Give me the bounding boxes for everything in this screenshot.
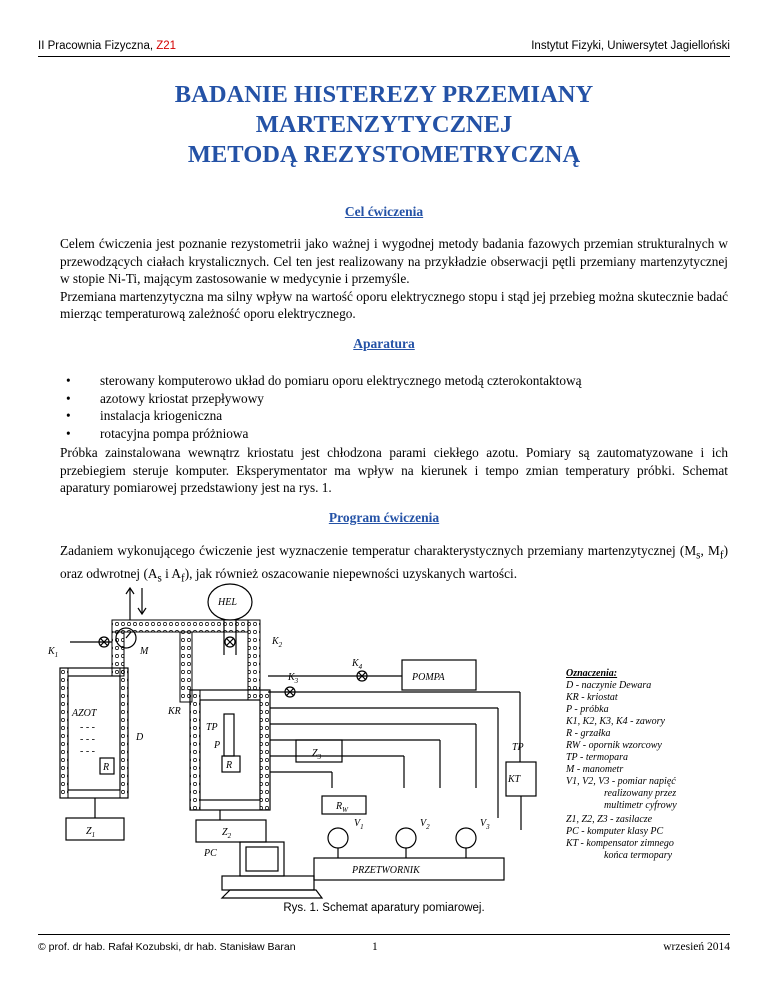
svg-text:R: R [226,760,233,771]
svg-text:V1: $V_1$ [354,818,364,831]
svg-text:RW: $R_W$ [336,801,348,814]
list-item: • instalacja kriogeniczna [60,407,700,425]
header-code: Z21 [156,40,177,52]
svg-text:K1: $K_1$ [48,646,59,659]
dewar-outer [60,668,128,798]
svg-text:M: M [140,646,149,657]
svg-text:Z1: $Z_1$ [86,826,96,839]
svg-text:POMPA: POMPA [412,672,445,683]
pc-keyboard [222,890,322,898]
section-heading-apparatus: Aparatura [353,336,415,351]
svg-text:V3: $V_3$ [480,818,490,831]
goal-paragraph-1: Celem ćwiczenia jest poznanie rezystometrii jako ważnej i wygodnej metody badania fazowych przemian strukturalnych w przewodzących ciałach krystalicznych. Cel ten jest realizowany na przykładzie obserwacji pętli przemiany martenzytycznej w stopie Ni-Ti, mającym zastosowanie w medycynie i przemyśle. [60,236,728,286]
svg-text:D - naczynie Dewara: D - naczynie Dewara [566,680,652,691]
page-header [38,40,730,57]
svg-text:R: R [103,762,110,773]
apparatus-text: Próbka zainstalowana wewnątrz kriostatu jest chłodzona parami ciekłego azotu. Pomiary są zautomatyzowane i ich przebiegiem steruje komputer. Eksperymentator ma wpływ na kierunek i tempo zmian temperatury próbki. Schemat aparatury pomiarowej przedstawiony jest na rys. 1. [60,445,728,495]
svg-text:TP - termopara: TP - termopara [566,752,629,763]
section-heading-goal: Cel ćwiczenia [344,204,424,219]
svg-text:K4: $K_4$ [352,658,363,671]
figure-legend [565,668,677,861]
svg-text:multimetr cyfrowy: multimetr cyfrowy [604,800,677,811]
svg-text:V2: $V_2$ [420,818,430,831]
svg-text:KT: KT [508,774,521,785]
svg-text:KR: KR [168,706,181,717]
svg-text:Oznaczenia:: Oznaczenia: [566,668,618,679]
voltmeter-v3-icon [456,828,476,848]
svg-text:P: P [214,740,221,751]
header-right: Instytut Fizyki, Uniwersytet Jagielloński [531,40,730,52]
footer-authors: © prof. dr hab. Rafał Kozubski, dr hab. Stanisław Baran [38,941,296,953]
svg-text:TP: TP [512,742,524,753]
pc-case [222,876,314,890]
svg-text:M - manometr: M - manometr [566,764,624,775]
cryostat-outer [190,690,270,810]
svg-text:R - grzałka: R - grzałka [566,728,611,739]
svg-text:PC - komputer klasy PC: PC - komputer klasy PC [566,826,664,837]
figure-caption: Rys. 1. Schemat aparatury pomiarowej. [283,902,485,914]
page-footer [38,934,730,955]
apparatus-schematic [0,580,768,900]
svg-text:PC: PC [204,848,217,859]
apparatus-list [60,372,700,442]
svg-text:- - -: - - - [80,734,95,745]
svg-text:K1, K2, K3, K4 - zawory: K1, K2, K3, K4 - zawory [566,716,665,727]
svg-text:Z2: $Z_2$ [222,827,232,840]
svg-text:V1, V2, V3 - pomiar napięć: V1, V2, V3 - pomiar napięć [566,776,676,787]
goal-paragraph-2: Przemiana martenzytyczna ma silny wpływ na wartość oporu elektrycznego stopu i stąd jej przebieg można skutecznie badać mierząc temperaturową zależność oporu elektrycznego. [60,288,728,321]
svg-text:RW - opornik wzorcowy: RW - opornik wzorcowy [566,740,662,751]
svg-text:PRZETWORNIK: PRZETWORNIK [352,865,420,876]
svg-text:K3: $K_3$ [288,672,299,685]
svg-text:AZOT: AZOT [72,708,97,719]
svg-text:- - -: - - - [80,722,95,733]
list-item: • azotowy kriostat przepływowy [60,390,700,408]
svg-text:KR - kriostat: KR - kriostat [566,692,618,703]
svg-text:końca termopary: końca termopary [604,850,673,861]
svg-text:Z1, Z2, Z3 - zasilacze: Z1, Z2, Z3 - zasilacze [566,814,653,825]
goal-text [60,235,728,323]
page-number: 1 [372,941,378,953]
page-title: BADANIE HISTEREZY PRZEMIANY MARTENZYTYCZNEJ METODĄ REZYSTOMETRYCZNĄ [174,81,594,168]
svg-text:D: D [136,732,144,743]
footer-date: wrzesień 2014 [663,941,730,953]
program-text: Zadaniem wykonującego ćwiczenie jest wyznaczenie temperatur charakterystycznych przemiany martenzytycznej ($M_s$, $M_f$) oraz odwrotnej ($A_s$ i $A_f$), jak również oszacowanie niepewności uzyskanych wartości. [60,543,728,585]
voltmeter-v1-icon [328,828,348,848]
svg-text:realizowany przez: realizowany przez [604,788,677,799]
svg-text:TP: TP [206,722,218,733]
list-item: • sterowany komputerowo układ do pomiaru oporu elektrycznego metodą czterokontaktową [60,372,700,390]
svg-text:Z3: $Z_3$ [312,748,322,761]
svg-text:HEL: HEL [218,597,237,608]
svg-text:- - -: - - - [80,746,95,757]
svg-text:K2: $K_2$ [272,636,283,649]
list-item: • rotacyjna pompa próżniowa [60,425,700,443]
svg-text:P - próbka: P - próbka [566,704,609,715]
header-left: II Pracownia Fizyczna, Z21 [38,40,177,52]
svg-text:KT - kompensator zimnego: KT - kompensator zimnego [566,838,674,849]
voltmeter-v2-icon [396,828,416,848]
section-heading-program: Program ćwiczenia [328,510,440,525]
